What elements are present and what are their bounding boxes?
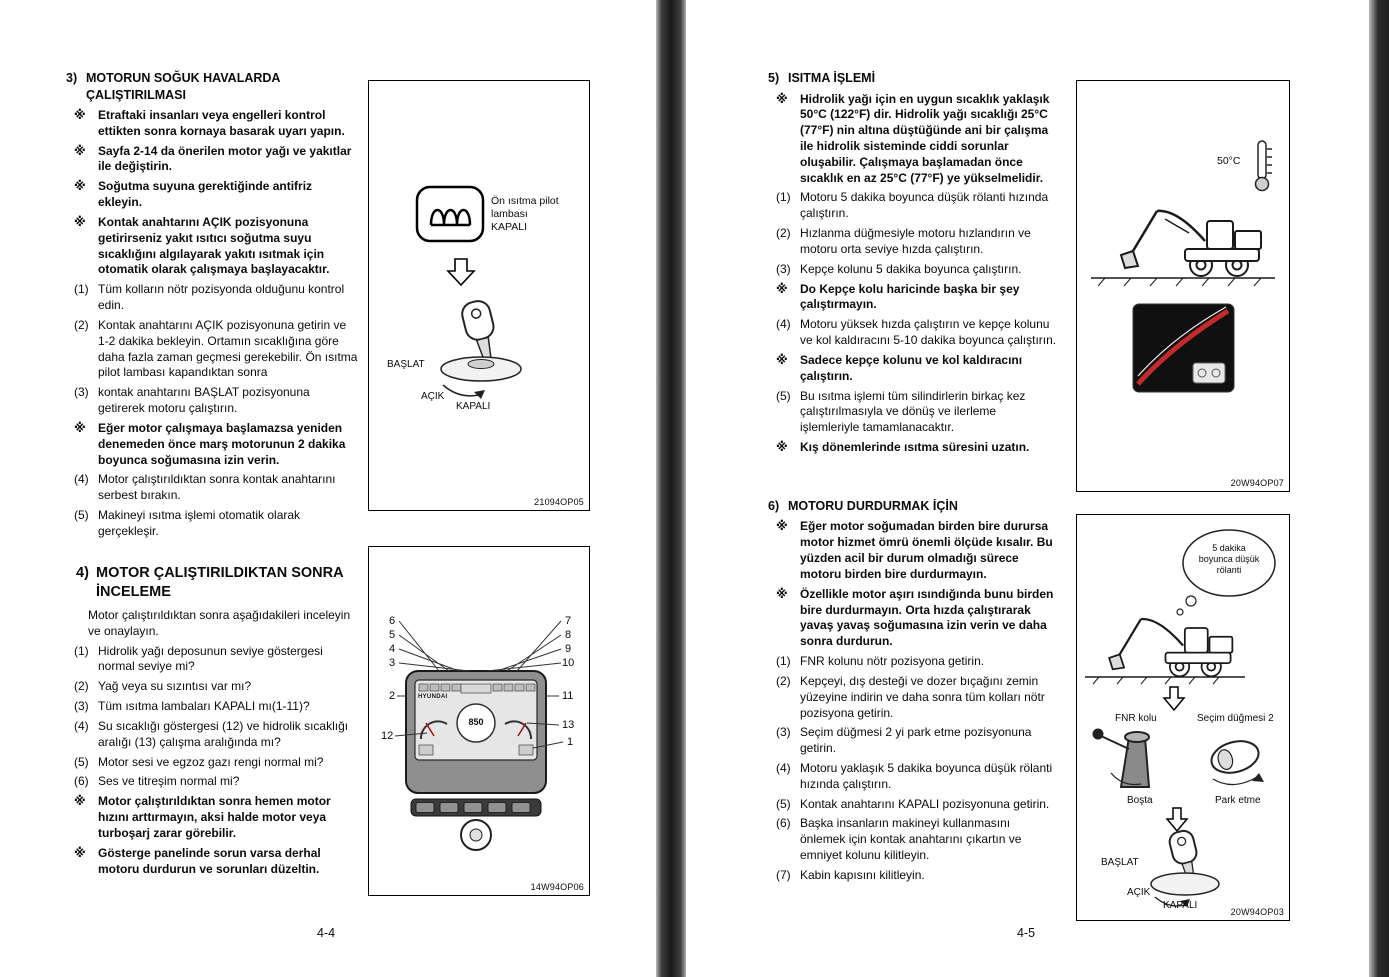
callout-2: 2	[389, 690, 396, 702]
item-marker: ※	[74, 794, 86, 809]
pilot-lamp-label-line3: KAPALI	[491, 221, 527, 234]
list-item	[66, 794, 358, 841]
item-text: Kabin kapısını kilitleyin.	[800, 867, 925, 882]
list-item	[768, 92, 1058, 187]
item-text: FNR kolunu nötr pozisyona getirin.	[800, 654, 985, 669]
pilot-lamp-label	[491, 195, 559, 234]
callout-11: 11	[562, 690, 574, 702]
item-marker: (2)	[776, 673, 791, 688]
callout-5: 5	[389, 629, 396, 641]
item-text: Motoru yüksek hızda çalıştırın ve kepçe kolunu ve kol kaldıracını 5-10 dakika boyunca çalıştırın.	[800, 317, 1057, 348]
item-text: Hidrolik yağı deposunun seviye göstergesi normal seviye mi?	[98, 643, 323, 674]
item-text: Gösterge panelinde sorun varsa derhal motoru durdurun ve sorunları düzeltin.	[98, 845, 321, 876]
item-marker: ※	[776, 440, 788, 455]
figure-code: 21094OP05	[534, 497, 584, 507]
item-marker: (4)	[776, 760, 791, 775]
list-item	[768, 797, 1058, 813]
item-marker: (3)	[776, 725, 791, 740]
item-text: Başka insanların makineyi kullanmasını önlemek için kontak anahtarını çıkartın ve emniyet kolunu kilitleyin.	[800, 816, 1022, 863]
list-item	[66, 699, 358, 715]
figure-ignition-procedure	[368, 80, 590, 511]
item-marker: ※	[74, 214, 86, 229]
figure-warmup-temperature	[1076, 80, 1290, 492]
list-item	[66, 144, 358, 176]
item-marker: (6)	[776, 816, 791, 831]
item-marker: ※	[74, 845, 86, 860]
item-marker: (7)	[776, 867, 791, 882]
item-marker: (3)	[74, 699, 89, 714]
list-item	[66, 846, 358, 878]
item-marker: (5)	[776, 388, 791, 403]
list-item	[768, 816, 1058, 863]
item-text: Kontak anahtarını AÇIK pozisyonuna getirin ve 1-2 dakika bekleyin. Ortamın sıcaklığına göre daha fazla zaman geçmesi gerekebilir. Ön ısıtma pilot lambası kapandıktan sonra	[98, 317, 358, 380]
item-text: Motor sesi ve egzoz gazı rengi normal mi?	[98, 754, 324, 769]
item-marker: (3)	[74, 385, 89, 400]
item-text: Sadece kepçe kolunu ve kol kaldıracını çalıştırın.	[800, 352, 1023, 383]
section-4-title: MOTOR ÇALIŞTIRILDIKTAN SONRA İNCELEME	[96, 564, 344, 600]
item-text: Ses ve titreşim normal mi?	[98, 774, 240, 789]
item-marker: (4)	[776, 317, 791, 332]
idle-cloud-label	[1185, 543, 1273, 575]
item-text: Do Kepçe kolu haricinde başka bir şey çalıştırmayın.	[800, 281, 1020, 312]
scan-right-edge	[1369, 0, 1389, 977]
callout-13: 13	[562, 719, 575, 731]
list-item	[768, 389, 1058, 436]
list-item	[768, 654, 1058, 670]
temperature-label: 50°C	[1217, 155, 1241, 167]
list-item	[768, 226, 1058, 258]
item-marker: (5)	[776, 796, 791, 811]
page-gutter	[656, 0, 686, 977]
ignition-on-label: AÇIK	[1127, 887, 1151, 898]
page-number-right: 4-5	[1016, 926, 1036, 940]
item-text: Bu ısıtma işlemi tüm silindirlerin birkaç kez çalıştırılmasıyla ve dönüş ve ilerleme işlemleriyle tamamlanacaktır.	[800, 388, 1026, 435]
list-item	[66, 215, 358, 278]
list-item	[768, 587, 1058, 650]
section-3-title: MOTORUN SOĞUK HAVALARDA ÇALIŞTIRILMASI	[86, 71, 280, 102]
figure-code: 20W94OP03	[1230, 907, 1284, 917]
item-marker: ※	[74, 420, 86, 435]
item-text: Motoru 5 dakika boyunca düşük rölanti hızında çalıştırın.	[800, 190, 1049, 221]
list-item	[768, 282, 1058, 314]
item-text: Motor çalıştırıldıktan sonra hemen motor hızını arttırmayın, aksi halde motor veya turboşarj zarar görebilir.	[98, 794, 331, 840]
figure-code: 14W94OP06	[530, 882, 584, 892]
right-page-text-column	[768, 70, 1058, 884]
fnr-lever-label: FNR kolu	[1115, 713, 1157, 724]
section-4-intro: Motor çalıştırıldıktan sonra aşağıdakileri inceleyin ve onaylayın.	[88, 607, 351, 638]
pilot-lamp-label-line2: lambası	[491, 208, 528, 221]
item-text: Kepçeyi, dış desteği ve dozer bıçağını zemin yüzeyine indirin ve daha sonra tüm kolları nötr pozisyona getirin.	[800, 673, 1045, 720]
item-marker: ※	[776, 91, 788, 106]
item-marker: (2)	[776, 226, 791, 241]
figure-instrument-cluster	[368, 546, 590, 896]
cluster-brand-label: HYUNDAI	[418, 694, 448, 700]
item-text: Seçim düğmesi 2 yi park etme pozisyonuna getirin.	[800, 725, 1032, 756]
item-marker: (1)	[74, 282, 89, 297]
item-text: Kış dönemlerinde ısıtma süresini uzatın.	[800, 440, 1030, 455]
list-item	[768, 868, 1058, 884]
section-3-marker: 3)	[66, 71, 78, 85]
list-item	[66, 644, 358, 676]
list-item	[66, 179, 358, 211]
item-text: Kontak anahtarını KAPALI pozisyonuna getirin.	[800, 796, 1050, 811]
list-item	[768, 262, 1058, 278]
callout-4: 4	[389, 643, 396, 655]
pilot-lamp-label-line1: Ön ısıtma pilot	[491, 195, 559, 207]
list-item	[768, 317, 1058, 349]
item-text: Eğer motor çalışmaya başlamazsa yeniden denemeden önce marş motorunun 2 dakika boyunca soğumasına izin verin.	[98, 420, 346, 467]
list-item	[768, 190, 1058, 222]
item-marker: ※	[776, 281, 788, 296]
list-item	[768, 353, 1058, 385]
item-text: Özellikle motor aşırı ısındığında bunu birden bire durdurmayın. Orta hızda çalıştırarak yavaş yavaş soğumasına izin verin ve daha sonra durdurun.	[800, 586, 1054, 649]
idle-cloud-line2: boyunca düşük	[1198, 553, 1260, 564]
list-item	[768, 519, 1058, 582]
neutral-label: Boşta	[1127, 795, 1153, 806]
list-item	[66, 108, 358, 140]
ignition-start-label: BAŞLAT	[1101, 857, 1139, 868]
item-marker: (5)	[74, 508, 89, 523]
item-marker: (3)	[776, 261, 791, 276]
section-5-marker: 5)	[768, 71, 780, 85]
item-text: Kepçe kolunu 5 dakika boyunca çalıştırın.	[800, 261, 1022, 276]
item-marker: ※	[74, 143, 86, 158]
list-item	[66, 421, 358, 468]
item-text: kontak anahtarını BAŞLAT pozisyonuna getirerek motoru çalıştırın.	[98, 385, 310, 416]
item-text: Eğer motor soğumadan birden bire durursa motor hizmet ömrü önemli ölçüde kısalır. Bu yüzden acil bir durum olmadığı sürece motoru birden bire durdurmayın.	[800, 519, 1053, 581]
list-item	[66, 385, 358, 417]
list-item	[66, 679, 358, 695]
list-item	[768, 761, 1058, 793]
section-6-title: MOTORU DURDURMAK İÇİN	[788, 498, 958, 513]
item-marker: ※	[776, 352, 788, 367]
callout-9: 9	[565, 643, 572, 655]
list-item	[768, 674, 1058, 721]
callout-7: 7	[565, 615, 572, 627]
ignition-start-label: BAŞLAT	[387, 359, 425, 370]
item-marker: (2)	[74, 679, 89, 694]
list-item	[768, 440, 1058, 456]
list-item	[768, 725, 1058, 757]
excavator-warmup-illustration	[1077, 81, 1288, 490]
item-text: Tüm ısıtma lambaları KAPALI mı(1-11)?	[98, 699, 310, 714]
item-marker: (4)	[74, 472, 89, 487]
park-label: Park etme	[1215, 795, 1261, 806]
item-marker: ※	[74, 179, 86, 194]
item-text: Kontak anahtarını AÇIK pozisyonuna getirirseniz yakıt ısıtıcı soğutma suyu sıcaklığını algılayarak yakıtı ısıtmak için otomatik olarak çalışmaya başlayacaktır.	[98, 214, 330, 277]
idle-cloud-line3: rölanti	[1216, 564, 1242, 575]
section-6	[768, 498, 1058, 884]
item-text: Hızlanma düğmesiyle motoru hızlandırın ve motoru orta seviye hızda çalıştırın.	[800, 226, 1031, 256]
figure-code: 20W94OP07	[1230, 478, 1284, 488]
section-6-heading	[768, 498, 1058, 515]
ignition-off-label: KAPALI	[1163, 900, 1198, 911]
item-marker: (4)	[74, 718, 89, 733]
callout-6: 6	[389, 615, 396, 627]
item-text: Makineyi ısıtma işlemi otomatik olarak gerçekleşir.	[98, 508, 301, 538]
item-text: Yağ veya su sızıntısı var mı?	[98, 679, 252, 694]
callout-10: 10	[562, 657, 575, 669]
item-text: Soğutma suyuna gerektiğinde antifriz ekleyin.	[98, 179, 313, 210]
list-item	[66, 755, 358, 771]
idle-cloud-line1: 5 dakika	[1212, 543, 1246, 553]
item-text: Motoru yaklaşık 5 dakika boyunca düşük rölanti hızında çalıştırın.	[800, 760, 1053, 791]
callout-1: 1	[567, 736, 574, 748]
item-marker: (2)	[74, 317, 89, 332]
item-text: Tüm kolların nötr pozisyonda olduğunu kontrol edin.	[98, 282, 345, 313]
callout-3: 3	[389, 657, 396, 669]
list-item	[66, 719, 358, 751]
figure-engine-stop-procedure	[1076, 514, 1290, 921]
item-text: Hidrolik yağı için en uygun sıcaklık yaklaşık 50°C (122°F) dir. Hidrolik yağı sıcaklığı 25°C (77°F) nin altına düştüğünde ani bir çalışma ile hidrolik sisteminde ciddi sorunlar oluşabilir. Çalışmaya başlamadan önce sıcaklık en az 25°C (77°F) ye yükselmelidir.	[800, 91, 1050, 185]
item-marker: (1)	[776, 654, 791, 669]
list-item	[66, 774, 358, 790]
section-4	[66, 564, 358, 878]
item-marker: (1)	[776, 190, 791, 205]
section-5-heading	[768, 70, 1058, 87]
item-marker: ※	[74, 108, 86, 122]
left-page-text-column	[66, 70, 358, 877]
item-marker: (1)	[74, 643, 89, 658]
ignition-on-label: AÇIK	[421, 391, 445, 402]
item-marker: ※	[776, 586, 788, 601]
item-text: Etraftaki insanları veya engelleri kontrol ettikten sonra kornaya basarak uyarı yapın.	[98, 108, 345, 138]
item-text: Su sıcaklığı göstergesi (12) ve hidrolik sıcaklığı aralığı (13) çalışma aralığında mı?	[98, 718, 349, 749]
item-marker: ※	[776, 519, 788, 534]
select-switch-label: Seçim düğmesi 2	[1197, 713, 1274, 724]
list-item	[66, 472, 358, 504]
ignition-off-label: KAPALI	[456, 401, 491, 412]
section-5-title: ISITMA İŞLEMİ	[788, 71, 876, 85]
list-item	[66, 282, 358, 314]
section-4-marker: 4)	[76, 564, 89, 581]
callout-8: 8	[565, 629, 572, 641]
item-text: Sayfa 2-14 da önerilen motor yağı ve yakıtlar ile değiştirin.	[98, 143, 352, 174]
item-marker: (5)	[74, 754, 89, 769]
section-3-heading	[66, 70, 358, 103]
cluster-rpm-value: 850	[468, 717, 484, 727]
list-item	[66, 318, 358, 381]
section-6-marker: 6)	[768, 498, 780, 513]
callout-12: 12	[381, 730, 394, 742]
item-marker: (6)	[74, 774, 89, 789]
ignition-switch-illustration	[369, 81, 588, 509]
section-4-heading	[76, 564, 358, 602]
page-number-left: 4-4	[316, 926, 336, 940]
list-item	[66, 508, 358, 540]
item-text: Motor çalıştırıldıktan sonra kontak anahtarını serbest bırakın.	[98, 472, 336, 503]
